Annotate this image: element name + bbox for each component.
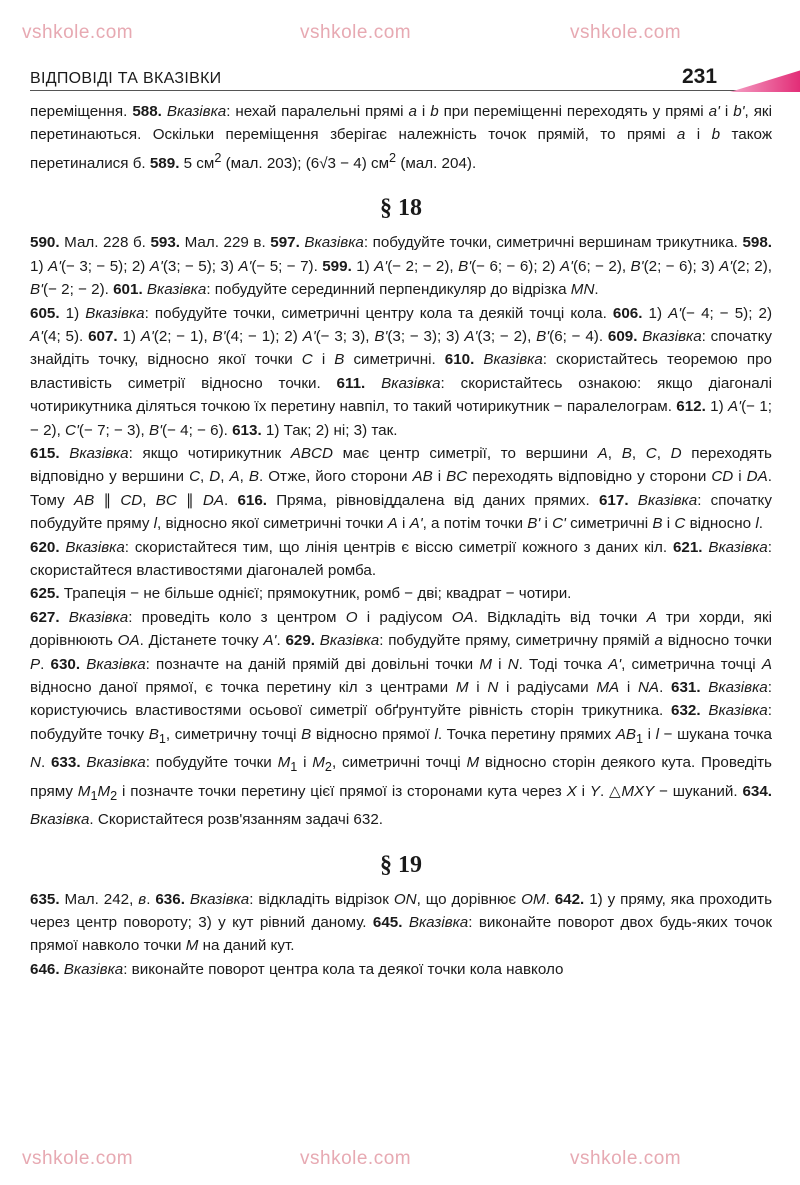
section-18-paragraph: 605. 1) Вказівка: побудуйте точки, симетричні центру кола та деякій точці кола. 606. 1) A'(− 4; − 5); 2) A'(4; 5). 607. 1) A'(2; − 1), B'(4; − 1); 2) A'(− 3; 3), B'(3; − 3); 3) A'(3; − 2), B'(6; − 4). 609. Вказівка: спочатку знайдіть точку, відносно якої точки C і B симетричні. 610. Вказівка: скористайтесь теоремою про властивість симетрії відносно точки. 611. Вказівка: скористайтесь ознакою: якщо діагоналі чотирикутника діляться точкою їх перетину навпіл, то такий чотирикутник − паралелограм. 612. 1) A'(− 1; − 2), C'(− 7; − 3), B'(− 4; − 6). 613. 1) Так; 2) ні; 3) так. xyxy=(30,304,773,439)
watermark: vshkole.com xyxy=(570,1148,682,1169)
page-content xyxy=(30,100,772,981)
header-rule xyxy=(30,90,752,91)
section-18-paragraph: 625. Трапеція − не більше однієї; прямокутник, ромб − дві; квадрат − чотири. xyxy=(30,585,572,603)
section-19-paragraph: 635. Мал. 242, в. 636. Вказівка: відкладіть відрізок ON, що дорівнює OM. 642. 1) у пряму, яка проходить через центр повороту; 3) у кут рівний даному. 645. Вказівка: виконайте поворот двох будь-яких точок прямої навколо точки M на даний кут. xyxy=(30,890,772,955)
section-18-paragraph: 620. Вказівка: скористайтеся тим, що лінія центрів є віссю симетрії кожного з даних кіл. 621. Вказівка: скористайтеся властивостями діагоналей ромба. xyxy=(30,538,772,579)
section-19-paragraph: 646. Вказівка: виконайте поворот центра кола та деякої точки кола навколо xyxy=(30,960,564,978)
section-18-paragraph: 615. Вказівка: якщо чотирикутник ABCD має центр симетрії, то вершини A, B, C, D переходять відповідно у вершини C, D, A, B. Отже, його сторони AB і BC переходять відповідно у сторони CD і DA. Тому AB ∥ CD, BC ∥ DA. 616. Пряма, рівновіддалена від даних прямих. 617. Вказівка: спочатку побудуйте пряму l, відносно якої симетричні точки A і A', а потім точки B' і C' симетричні B і C відносно l. xyxy=(30,444,772,533)
section-18-paragraph: 590. Мал. 228 б. 593. Мал. 229 в. 597. Вказівка: побудуйте точки, симетричні вершинам трикутника. 598. 1) A'(− 3; − 5); 2) A'(3; − 5); 3) A'(− 5; − 7). 599. 1) A'(− 2; − 2), B'(− 6; − 6); 2) A'(6; − 2), B'(2; − 6); 3) A'(2; 2), B'(− 2; − 2). 601. Вказівка: побудуйте серединний перпендикуляр до відрізка MN. xyxy=(30,234,772,299)
header-title: ВІДПОВІДІ ТА ВКАЗІВКИ xyxy=(30,70,222,87)
page-header xyxy=(30,65,775,94)
header-accent-tab xyxy=(730,68,800,92)
page-number: 231 xyxy=(682,65,718,88)
intro-paragraph: переміщення. 588. Вказівка: нехай паралельні прямі a і b при переміщенні переходять у прямі a' і b', які перетинаються. Оскільки переміщення зберігає належність точок прямій, то прямі a і b також перетиналися б. 589. 5 $см^2$ (мал. 203); (6√3 − 4) $см^2$ (мал. 204). xyxy=(30,103,772,172)
watermark: vshkole.com xyxy=(300,22,412,43)
watermark: vshkole.com xyxy=(300,1148,412,1169)
section-heading-18: § 18 xyxy=(380,195,422,222)
watermark: vshkole.com xyxy=(22,1148,134,1169)
watermark: vshkole.com xyxy=(22,22,134,43)
section-heading-19: § 19 xyxy=(380,851,422,878)
section-18-paragraph: 627. Вказівка: проведіть коло з центром O і радіусом OA. Відкладіть від точки A три хорди, які дорівнюють OA. Дістанете точку A'. 629. Вказівка: побудуйте пряму, симетричну прямій a відносно точки P. 630. Вказівка: позначте на даній прямій дві довільні точки M і N. Тоді точка A', симетрична точці A відносно даної прямої, є точка перетину кіл з центрами M і N і радіусами MA і NA. 631. Вказівка: користуючись властивостями осьової симетрії обґрунтуйте рівність сторін трикутника. 632. Вказівка: побудуйте точку $B_1$, симетричну точці B відносно прямої l. Точка перетину прямих $AB_1$ і l − шукана точка N. 633. Вказівка: побудуйте точки $M_1$ і $M_2$, симетричні точці M відносно сторін деякого кута. Проведіть пряму $M_1M_2$ і позначте точки перетину цієї прямої із сторонами кута через X і Y. △MXY − шуканий. 634. Вказівка. Скористайтеся розв'язанням задачі 632. xyxy=(30,608,772,829)
watermark: vshkole.com xyxy=(570,22,682,43)
